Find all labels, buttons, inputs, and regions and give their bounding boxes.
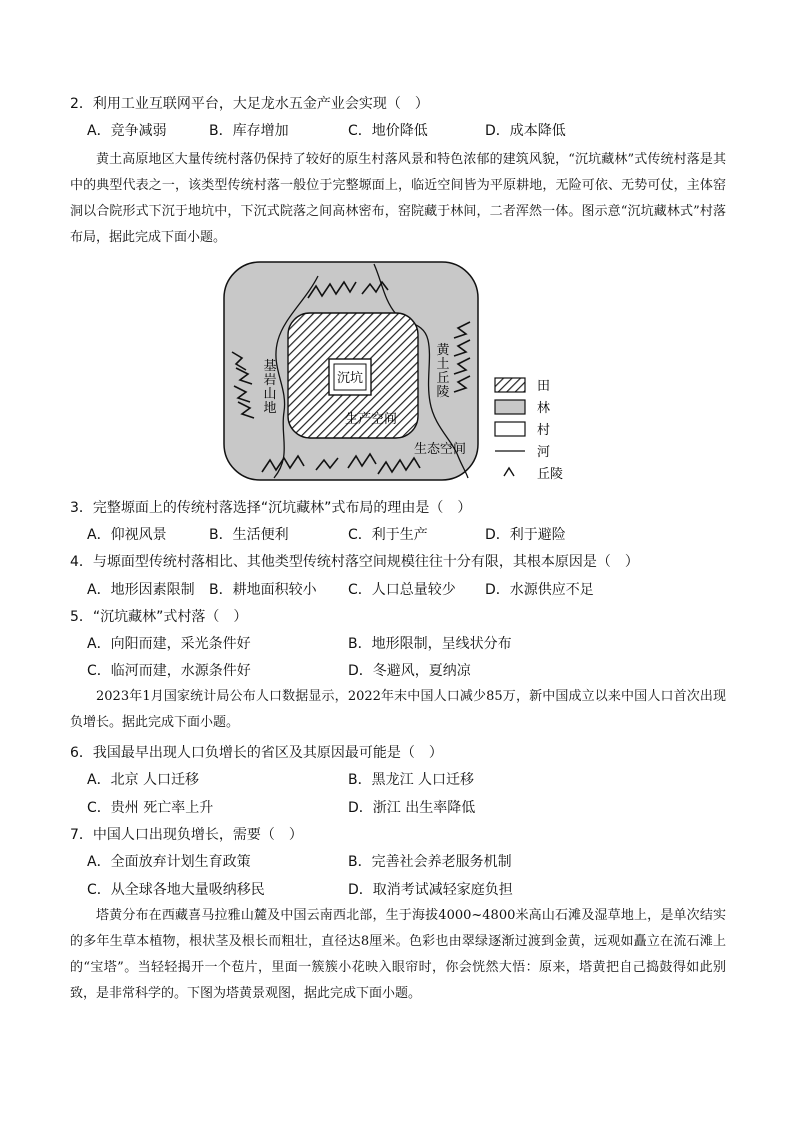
- q4-option-a[interactable]: A．地形因素限制: [87, 582, 195, 598]
- q7-option-c[interactable]: C．从全球各地大量吸纳移民: [87, 882, 265, 898]
- q2-option-b[interactable]: B．库存增加: [209, 123, 289, 139]
- question-6-stem: 6．我国最早出现人口负增长的省区及其原因最可能是（ ）: [70, 745, 443, 761]
- q3-option-b[interactable]: B．生活便利: [209, 527, 289, 543]
- legend-field-label: 田: [537, 379, 551, 394]
- bedrock-label-1: 基: [263, 359, 277, 374]
- q5-option-b[interactable]: B．地形限制，呈线状分布: [348, 636, 512, 652]
- q2-option-a[interactable]: A．竞争减弱: [87, 123, 167, 139]
- passage-population: 2023年1月国家统计局公布人口数据显示，2022年末中国人口减少85万，新中国成立以来中国人口首次出现负增长。据此完成下面小题。: [70, 689, 726, 730]
- question-2-stem: 2．利用工业互联网平台，大足龙水五金产业会实现（ ）: [70, 96, 429, 112]
- q4-option-b[interactable]: B．耕地面积较小: [209, 582, 317, 598]
- legend-village-swatch: [495, 422, 525, 436]
- loess-label-1: 黄: [436, 343, 450, 358]
- legend: [495, 378, 563, 482]
- passage-loess-village: 黄土高原地区大量传统村落仍保持了较好的原生村落风景和特色浓郁的建筑风貌，“沉坑藏林”式传统村落是其中的典型代表之一，该类型传统村落一般位于完整塬面上，临近空间皆为平原耕地，无险可依、无势可仗，主体窑洞以合院形式下沉于地坑中，下沉式院落之间高林密布，窑院藏于林间，二者浑然一体。图示意“沉坑藏林式”村落布局，据此完成下面小题。: [70, 152, 726, 245]
- legend-village-label: 村: [537, 423, 551, 438]
- loess-label-2: 土: [436, 357, 450, 372]
- q7-option-d[interactable]: D．取消考试减轻家庭负担: [348, 882, 513, 898]
- q2-option-d[interactable]: D．成本降低: [485, 123, 566, 139]
- passage-rheum-nobile: 塔黄分布在西藏喜马拉雅山麓及中国云南西北部，生于海拔4000~4800米高山石滩及湿草地上，是单次结实的多年生草本植物，根状茎及根长而粗壮，直径达8厘米。色彩也由翠绿逐渐过渡到金黄，远观如矗立在流石滩上的“宝塔”。当轻轻揭开一个苞片，里面一簇簇小花映入眼帘时，你会恍然大悟：原来，塔黄把自己捣鼓得如此别致，是非常科学的。下图为塔黄景观图，据此完成下面小题。: [70, 908, 726, 1001]
- q4-option-d[interactable]: D．水源供应不足: [485, 582, 594, 598]
- q4-option-c[interactable]: C．人口总量较少: [348, 582, 456, 598]
- q2-option-c[interactable]: C．地价降低: [348, 123, 428, 139]
- question-3-stem: 3．完整塬面上的传统村落选择“沉坑藏林”式布局的理由是（ ）: [70, 500, 472, 516]
- question-5-stem: 5．“沉坑藏林”式村落（ ）: [70, 609, 248, 625]
- q6-option-b[interactable]: B．黑龙江 人口迁移: [348, 772, 475, 788]
- q6-option-d[interactable]: D．浙江 出生率降低: [348, 800, 476, 816]
- production-space-label: 生产空间: [345, 412, 398, 427]
- question-7-stem: 7．中国人口出现负增长，需要（ ）: [70, 827, 303, 843]
- ecology-space-label: 生态空间: [414, 442, 467, 457]
- question-4-stem: 4．与塬面型传统村落相比、其他类型传统村落空间规模往往十分有限，其根本原因是（ ）: [70, 554, 639, 570]
- q5-option-d[interactable]: D．冬避风，夏纳凉: [348, 663, 471, 679]
- legend-forest-label: 林: [537, 401, 551, 416]
- q3-option-a[interactable]: A．仰视风景: [87, 527, 167, 543]
- bedrock-label-2: 岩: [263, 373, 277, 388]
- village-layout-diagram: [222, 260, 572, 482]
- q7-option-b[interactable]: B．完善社会养老服务机制: [348, 854, 512, 870]
- q5-option-a[interactable]: A．向阳而建，采光条件好: [87, 636, 251, 652]
- q3-option-c[interactable]: C．利于生产: [348, 527, 428, 543]
- legend-forest-swatch: [495, 400, 525, 414]
- q6-option-a[interactable]: A．北京 人口迁移: [87, 772, 200, 788]
- q6-option-c[interactable]: C．贵州 死亡率上升: [87, 800, 214, 816]
- bedrock-label-4: 地: [263, 401, 277, 416]
- center-label: 沉坑: [336, 371, 364, 386]
- q5-option-c[interactable]: C．临河而建，水源条件好: [87, 663, 251, 679]
- q7-option-a[interactable]: A．全面放弃计划生育政策: [87, 854, 251, 870]
- legend-river-label: 河: [537, 445, 551, 460]
- q3-option-d[interactable]: D．利于避险: [485, 527, 566, 543]
- loess-label-3: 丘: [436, 371, 450, 386]
- legend-field-swatch: [495, 378, 525, 392]
- bedrock-label-3: 山: [263, 387, 277, 402]
- legend-hill-label: 丘陵: [537, 467, 564, 482]
- legend-hill-icon: [504, 468, 514, 476]
- loess-label-4: 陵: [436, 385, 450, 400]
